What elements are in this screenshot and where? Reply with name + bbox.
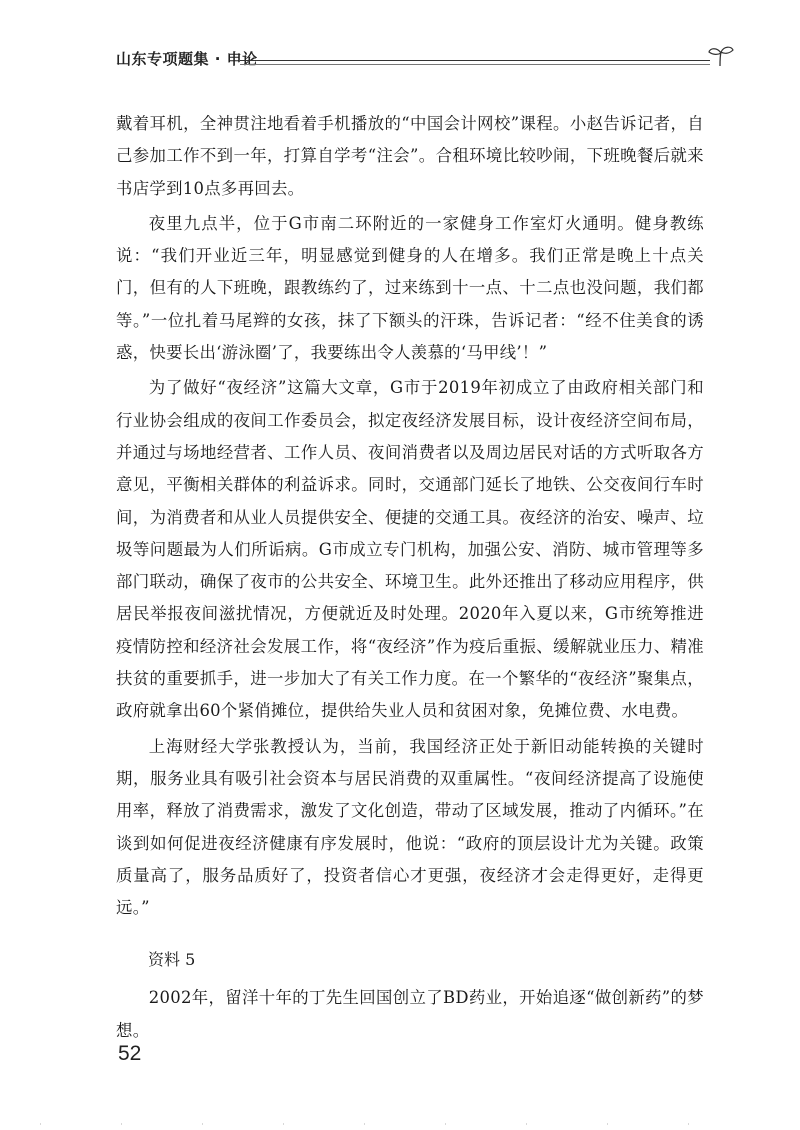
paragraph-2: 夜里九点半，位于G市南二环附近的一家健身工作室灯火通明。健身教练说：“我们开业近三年，明显感觉到健身的人在增多。我们正常是晚上十点关门，但有的人下班晚，跟教练约了，过来练到十一点、十二点也没问题，我们都等。”一位扎着马尾辫的女孩，抹了下额头的汗珠，告诉记者：“经不住美食的诱惑，快要长出‘游泳圈’了，我要练出令人羡慕的‘马甲线’！” — [116, 213, 704, 363]
sprout-icon — [706, 44, 736, 68]
header-title: 山东专项题集 · 申论 — [116, 50, 258, 68]
crop-marks — [0, 1118, 800, 1130]
article-body — [116, 108, 704, 1050]
header-rule-thin — [240, 64, 710, 65]
material-label: 资料 5 — [148, 950, 196, 970]
paragraph-3: 为了做好“夜经济”这篇大文章，G市于2019年初成立了由政府相关部门和行业协会组成的夜间工作委员会，拟定夜经济发展目标，设计夜经济空间布局，并通过与场地经营者、工作人员、夜间消费者以及周边居民对话的方式听取各方意见，平衡相关群体的利益诉求。同时，交通部门延长了地铁、公交夜间行车时间，为消费者和从业人员提供安全、便捷的交通工具。夜经济的治安、噪声、垃圾等问题最为人们所诟病。G市成立专门机构，加强公安、消防、城市管理等多部门联动，确保了夜市的公共安全、环境卫生。此外还推出了移动应用程序，供居民举报夜间滋扰情况，方便就近及时处理。2020年入夏以来，G市统筹推进疫情防控和经济社会发展工作，将“夜经济”作为疫后重振、缓解就业压力、精准扶贫的重要抓手，进一步加大了有关工作力度。在一个繁华的“夜经济”聚集点，政府就拿出60个紧俏摊位，提供给失业人员和贫困对象，免摊位费、水电费。 — [116, 378, 704, 721]
running-header — [116, 44, 736, 74]
page-number: 52 — [118, 1042, 142, 1065]
material-paragraph-1: 2002年，留洋十年的丁先生回国创立了BD药业，开始追逐“做创新药”的梦想。 — [116, 988, 704, 1040]
paragraph-4: 上海财经大学张教授认为，当前，我国经济正处于新旧动能转换的关键时期，服务业具有吸引社会资本与居民消费的双重属性。“夜间经济提高了设施使用率，释放了消费需求，激发了文化创造，带动了区域发展，推动了内循环。”在谈到如何促进夜经济健康有序发展时，他说：“政府的顶层设计尤为关键。政策质量高了，服务品质好了，投资者信心才更强，夜经济才会走得更好，走得更远。” — [116, 736, 704, 918]
paragraph-1: 戴着耳机，全神贯注地看着手机播放的“中国会计网校”课程。小赵告诉记者，自己参加工作不到一年，打算自学考“注会”。合租环境比较吵闹，下班晚餐后就来书店学到10点多再回去。 — [116, 114, 704, 198]
header-rule — [240, 60, 710, 61]
